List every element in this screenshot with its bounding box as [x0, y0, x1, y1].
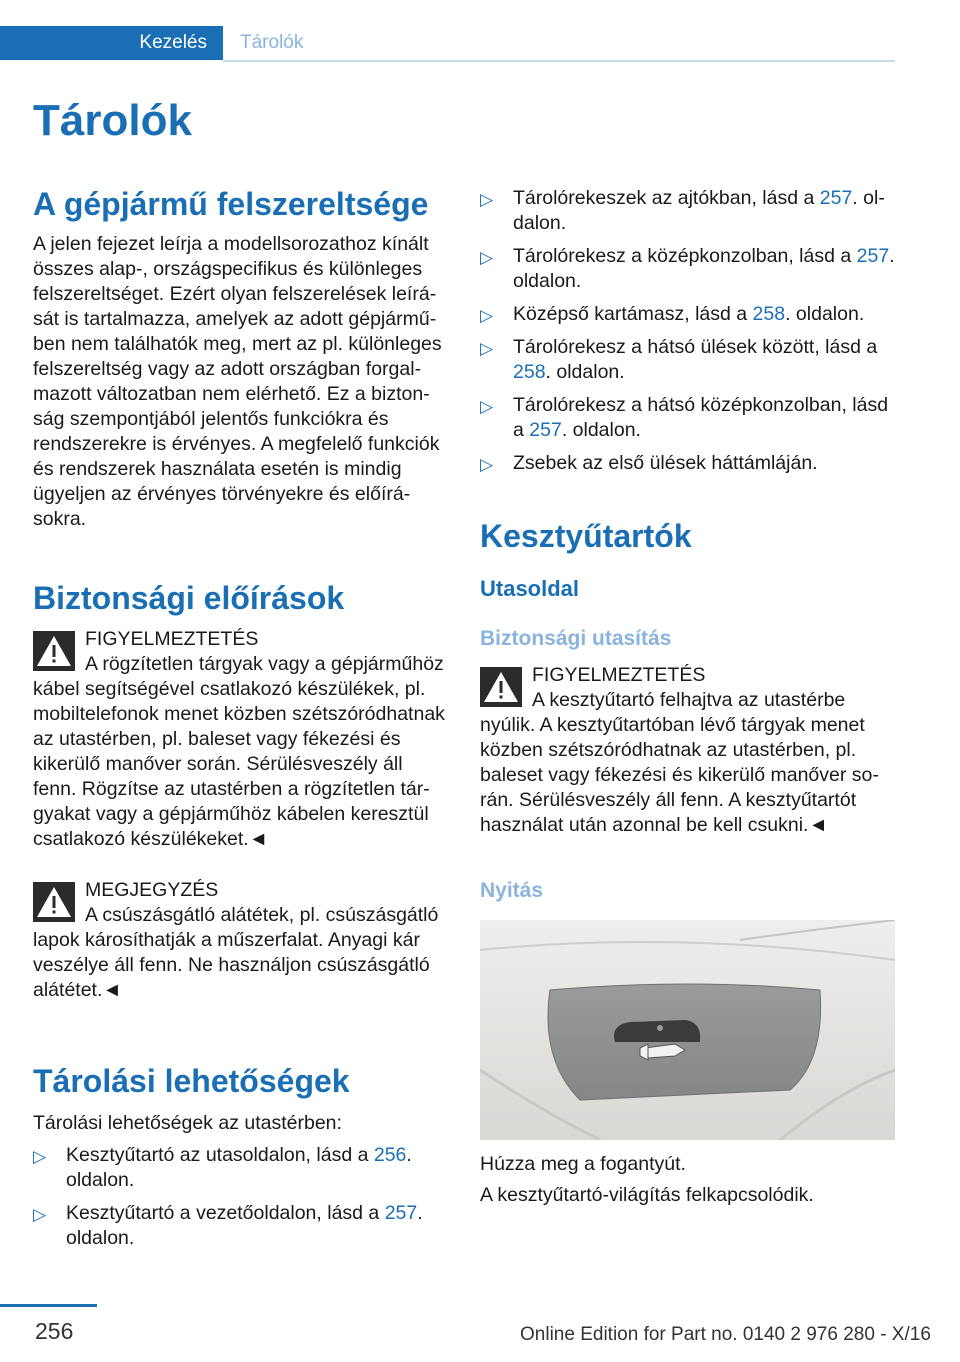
note-box [33, 878, 448, 1003]
list-item: ▷ Tárolórekesz a hátsó ülések között, lásd a 258. oldalon. [480, 336, 878, 383]
list-item: ▷ Kesztyűtartó az utasoldalon, lásd a 256. oldalon. [33, 1144, 412, 1191]
bullet-triangle-icon: ▷ [480, 248, 494, 267]
warning-1-text: A rögzítetlen tárgyak vagy a gépjárműhöz kábel segítségével csatlakozó készülékek, pl. mobiltelefonok menet közben szétszóródhatnak az utastérben, pl. baleset vagy fékezési és kikerülő manőver során. Sérülésveszély áll fenn. Rögzítse az utastérben a rögzítetlen tárgyakat vagy a gépjárműhöz kábelen keresztül csatlakozó készülékeket.◄ [33, 653, 445, 850]
warning-box-glovebox [480, 663, 895, 838]
list-item: ▷ Kesztyűtartó a vezetőoldalon, lásd a 257. oldalon. [33, 1202, 423, 1249]
heading-storage: Tárolási lehetőségek [33, 1063, 350, 1099]
bullet-triangle-icon: ▷ [33, 1205, 47, 1224]
warning-box-1 [33, 627, 448, 852]
storage-list-left [33, 1143, 448, 1259]
page-title: Tárolók [33, 96, 192, 145]
bullet-triangle-icon: ▷ [480, 190, 494, 209]
list-item: ▷ Zsebek az első ülések háttámláján. [480, 451, 895, 476]
page-link[interactable]: 256 [373, 1144, 407, 1166]
list-item: ▷ Tárolórekesz a hátsó középkonzolban, lásd a 257. oldalon. [480, 394, 889, 441]
page-link[interactable]: 257 [856, 245, 890, 267]
list-item: ▷ Tárolórekesz a középkonzolban, lásd a 257. oldalon. [480, 245, 895, 292]
heading-passenger-side: Utasoldal [480, 576, 580, 601]
step-pull-handle: Húzza meg a fogantyút. [480, 1153, 686, 1175]
bullet-triangle-icon: ▷ [480, 455, 494, 474]
edition-text: Online Edition for Part no. 0140 2 976 280 - X/16 [520, 1324, 931, 1345]
heading-opening: Nyitás [480, 879, 544, 902]
warning-1-heading: FIGYELMEZTETÉS [85, 628, 259, 650]
heading-safety-note: Biztonsági utasítás [480, 627, 672, 650]
heading-equipment: A gépjármű felszereltsége [33, 186, 429, 222]
tab-tarolok[interactable]: Tárolók [240, 32, 304, 53]
page-link[interactable]: 257 [819, 187, 853, 209]
header-rule [223, 60, 895, 62]
bullet-triangle-icon: ▷ [33, 1147, 47, 1166]
tab-kezeles[interactable]: Kezelés [0, 26, 223, 60]
warning-triangle-icon [33, 631, 75, 671]
bullet-triangle-icon: ▷ [480, 339, 494, 358]
warning-glovebox-heading: FIGYELMEZTETÉS [532, 664, 706, 686]
storage-list-right [480, 186, 895, 484]
list-item: ▷ Középső kartámasz, lásd a 258. oldalon. [480, 302, 895, 327]
warning-glovebox-text: A kesztyűtartó felhajtva az utastérbe nyúlik. A kesztyűtartóban lévő tárgyak menet közben szétszóródhatnak az utastérben, pl. baleset vagy fékezési és kikerülő manőver során. Sérülésveszély áll fenn. A kesztyűtartót használat után azonnal be kell csukni.◄ [480, 689, 879, 836]
list-item: ▷ Tárolórekeszek az ajtókban, lásd a 257. oldalon. [480, 187, 885, 234]
header-bar [0, 26, 895, 62]
page-number: 256 [35, 1318, 74, 1344]
warning-triangle-icon [33, 882, 75, 922]
warning-triangle-icon [480, 667, 522, 707]
note-text: A csúszásgátló alátétek, pl. csúszásgátló lapok károsíthatják a műszerfalat. Anyagi kár veszélye áll fenn. Ne használjon csúszásgátló alátétet.◄ [33, 904, 439, 1001]
glovebox-photo [480, 920, 895, 1140]
page-link[interactable]: 258 [513, 361, 546, 383]
equipment-paragraph: A jelen fejezet leírja a modellsorozathoz kínált összes alap-, országspecifikus és különleges felszereltséget. Ezért olyan felszerelések leírását is tartalmazza, amelyek az adott gépjárműben nem találhatók meg, mert az pl. különleges felszereltség vagy az adott országban forgalmazott változatban nem elérhető. Ez a biztonság szempontjából jelentős funkciókra és rendszerekre is érvényes. A megfelelő funkciók és rendszerek használata esetén is mindig ügyeljen az érvényes törvényekre és előírásokra. [33, 233, 442, 530]
bullet-triangle-icon: ▷ [480, 306, 494, 325]
footer-rule [0, 1304, 97, 1307]
heading-safety: Biztonsági előírások [33, 580, 345, 616]
heading-glovebox: Kesztyűtartók [480, 518, 692, 554]
bullet-triangle-icon: ▷ [480, 397, 494, 416]
page-link[interactable]: 258 [752, 303, 786, 325]
storage-intro: Tárolási lehetőségek az utastérben: [33, 1112, 342, 1134]
step-light-on: A kesztyűtartó-világítás felkapcsolódik. [480, 1184, 814, 1206]
note-heading: MEGJEGYZÉS [85, 879, 219, 901]
page-link[interactable]: 257 [529, 419, 562, 441]
glovebox-illustration [480, 920, 895, 1140]
page-link[interactable]: 257 [384, 1202, 418, 1224]
